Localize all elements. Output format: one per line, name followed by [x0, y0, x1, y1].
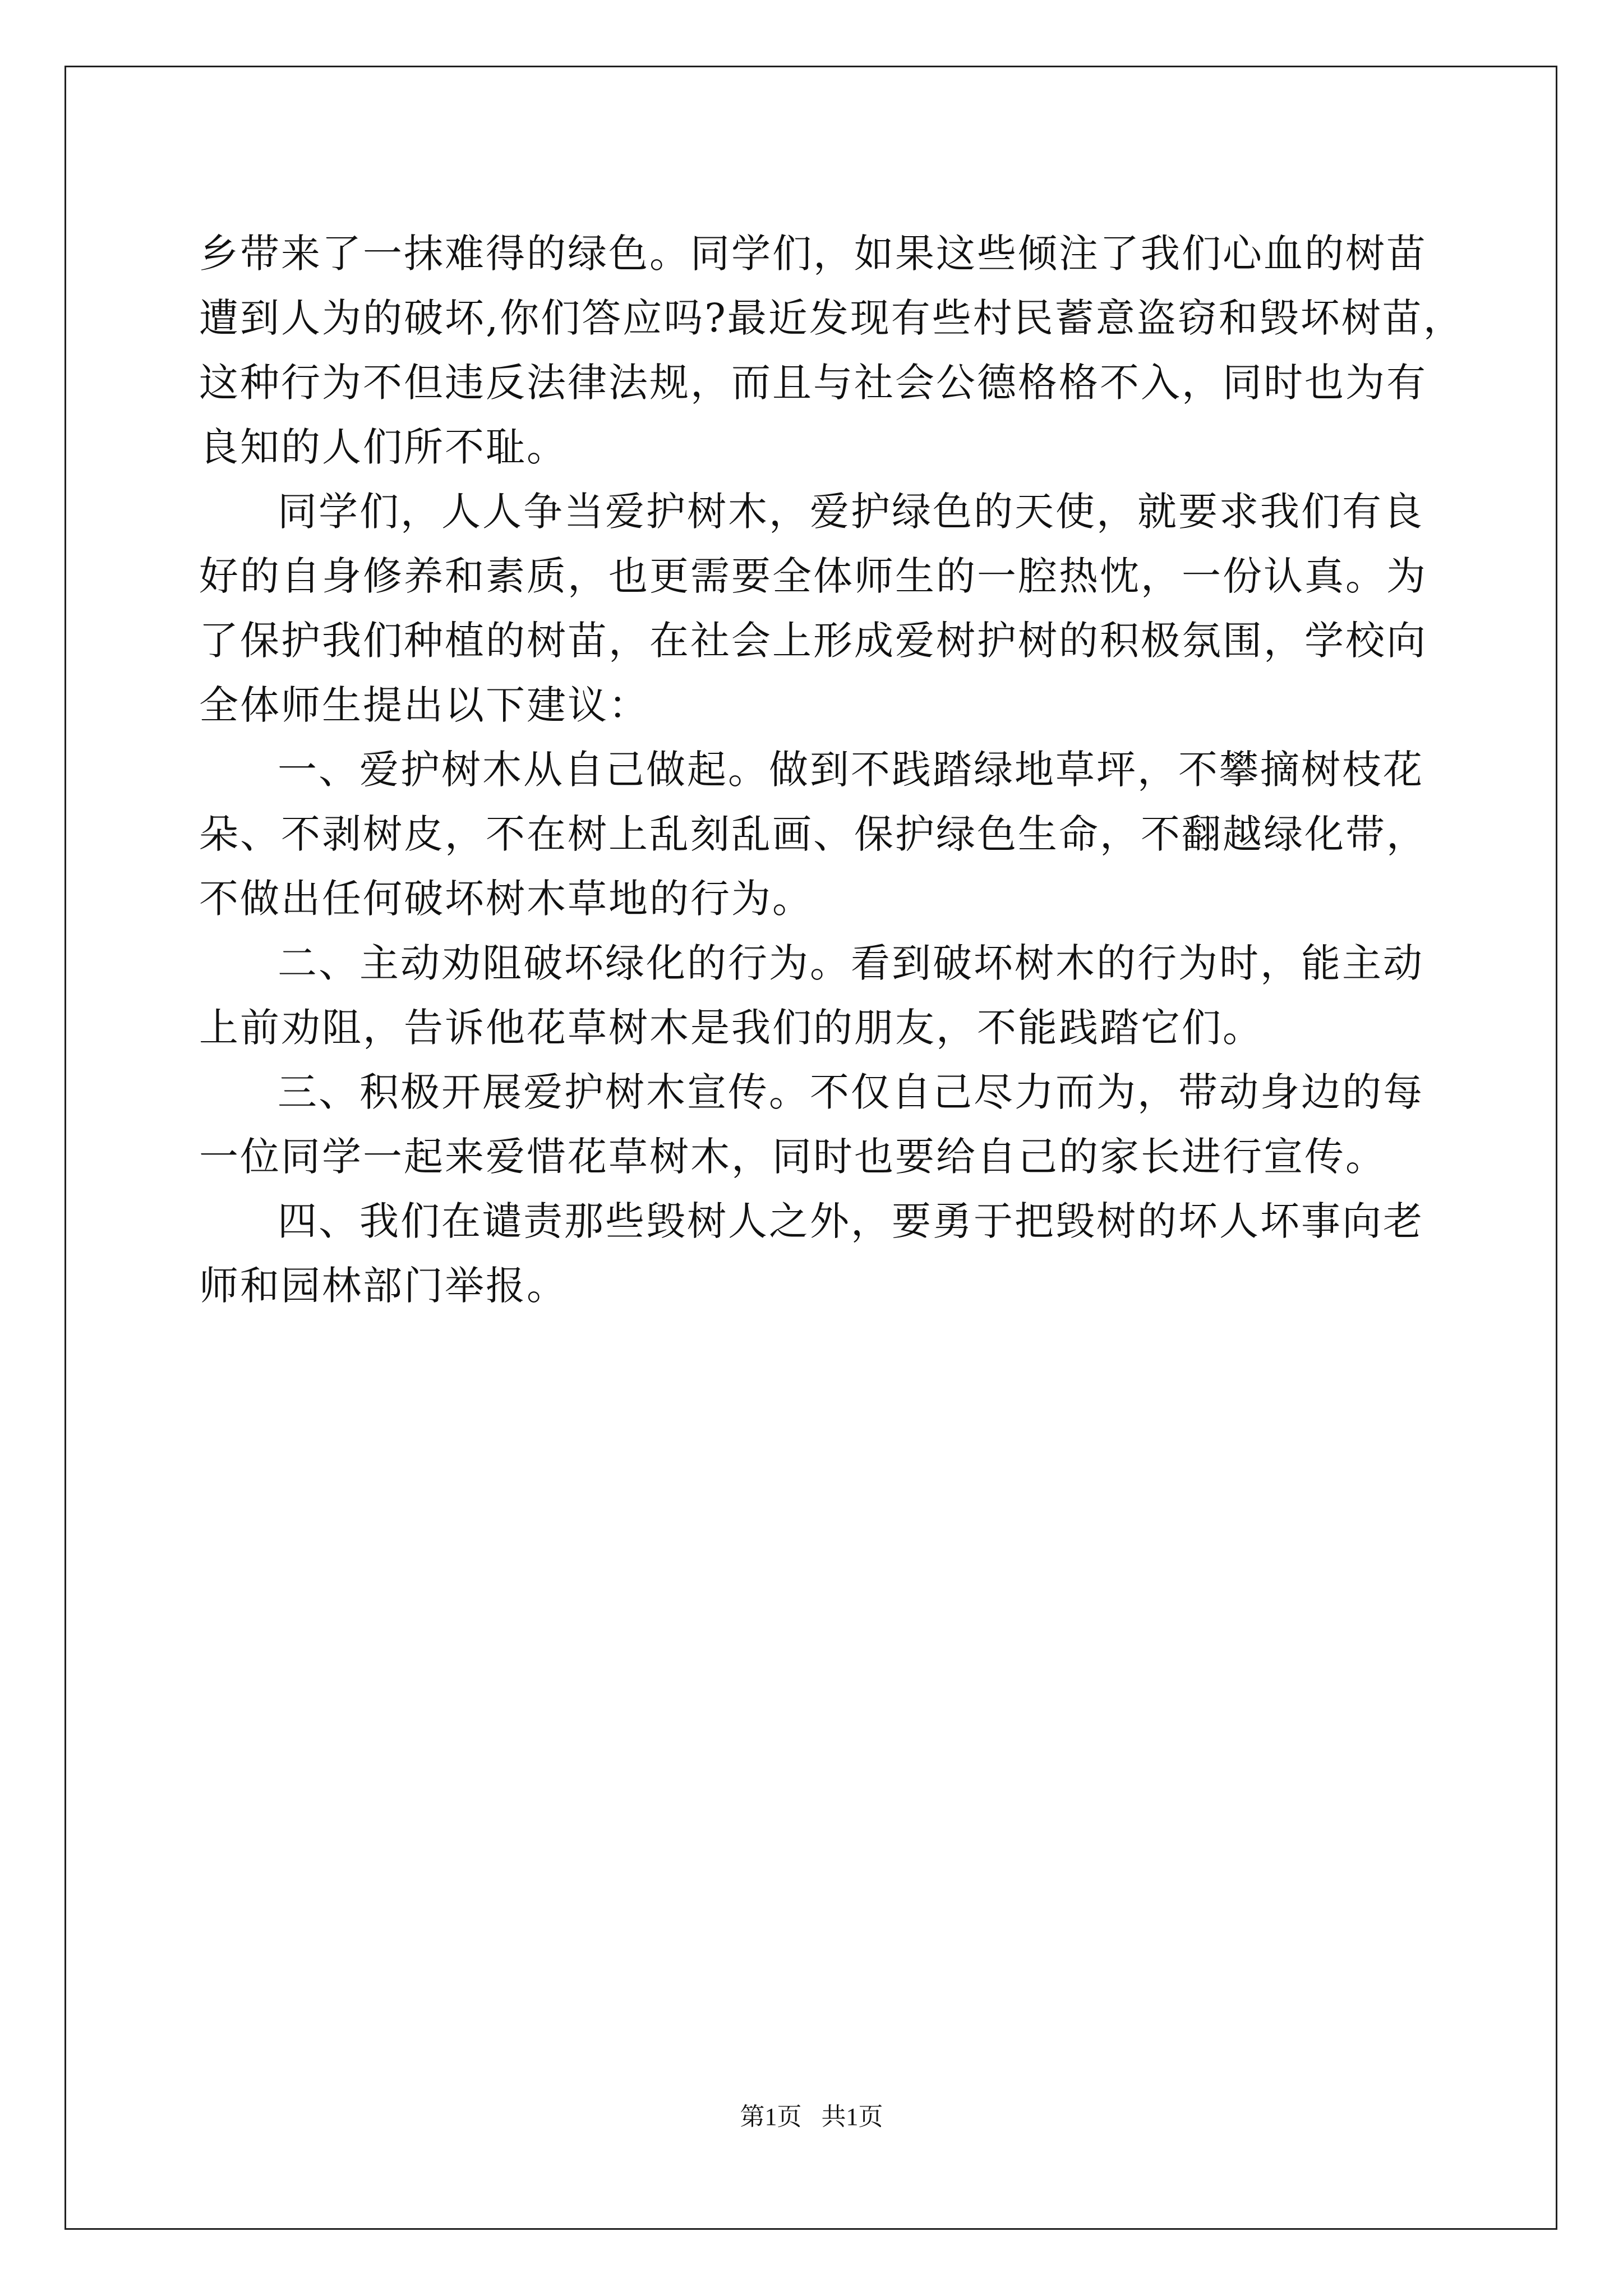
page-number-total: 共1页: [821, 2103, 883, 2131]
text-line: 同学们，人人争当爱护树木，爱护绿色的天使，就要求我们有良: [278, 489, 1424, 535]
text-line: 良知的人们所不耻。: [199, 424, 568, 470]
text-line: 这种行为不但违反法律法规，而且与社会公德格格不入，同时也为有: [199, 360, 1427, 406]
text-line: 遭到人为的破坏,你们答应吗?最近发现有些村民蓄意盗窃和毁坏树苗，: [199, 295, 1464, 341]
text-line: 一位同学一起来爱惜花草树木，同时也要给自己的家长进行宣传。: [199, 1134, 1386, 1180]
text-line: 上前劝阻，告诉他花草树木是我们的朋友，不能践踏它们。: [199, 1005, 1264, 1051]
page-footer: [0, 2100, 1623, 2134]
page-number-current: 第1页: [740, 2103, 802, 2131]
text-line: 一、爱护树木从自己做起。做到不践踏绿地草坪，不攀摘树枝花: [278, 747, 1424, 793]
text-line: 好的自身修养和素质，也更需要全体师生的一腔热忱，一份认真。为: [199, 553, 1427, 599]
text-line: 二、主动劝阻破坏绿化的行为。看到破坏树木的行为时，能主动: [278, 940, 1424, 986]
text-line: 了保护我们种植的树苗，在社会上形成爱树护树的积极氛围，学校向: [199, 618, 1427, 664]
text-line: 朵、不剥树皮，不在树上乱刻乱画、保护绿色生命，不翻越绿化带，: [199, 811, 1427, 857]
text-line: 三、积极开展爱护树木宣传。不仅自己尽力而为，带动身边的每: [278, 1069, 1424, 1115]
text-line: 全体师生提出以下建议：: [199, 682, 649, 728]
text-line: 师和园林部门举报。: [199, 1263, 568, 1309]
document-body: [199, 222, 1500, 1318]
text-line: 四、我们在谴责那些毁树人之外，要勇于把毁树的坏人坏事向老: [278, 1198, 1424, 1244]
text-line: 乡带来了一抹难得的绿色。同学们，如果这些倾注了我们心血的树苗: [199, 231, 1427, 277]
text-line: 不做出任何破坏树木草地的行为。: [199, 876, 813, 922]
